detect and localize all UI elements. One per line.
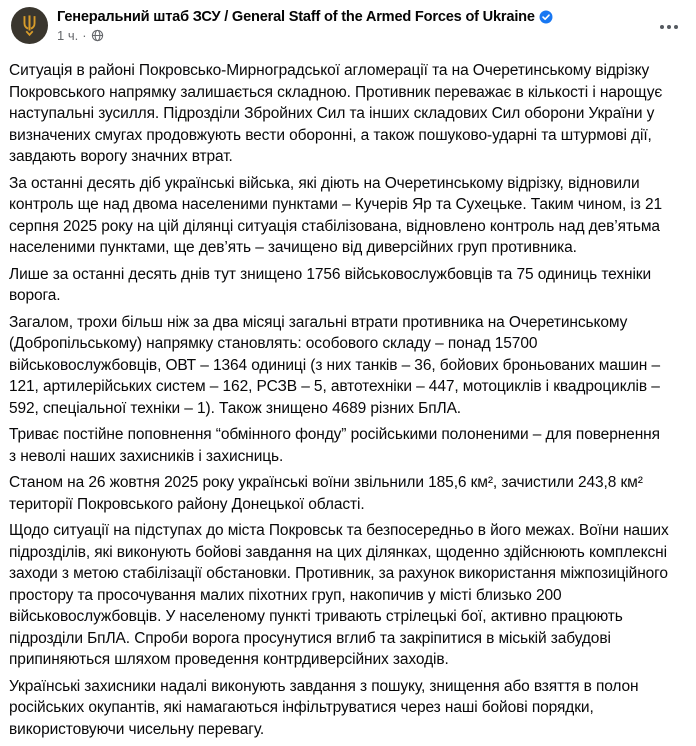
post-header [0, 0, 696, 44]
post-meta [57, 28, 656, 43]
trident-emblem-icon [18, 13, 41, 38]
avatar[interactable] [11, 7, 48, 44]
header-text [57, 7, 656, 44]
post-body [0, 44, 696, 746]
page-title-link[interactable]: Генеральний штаб ЗСУ / General Staff of the Armed Forces of Ukraine [57, 8, 535, 25]
ellipsis-icon [660, 25, 678, 29]
post-paragraph: Станом на 26 жовтня 2025 року українські воїни звільнили 185,6 км², зачистили 243,8 км² території Покровського району Донецької області. [9, 474, 643, 513]
post-timestamp[interactable]: 1 ч. [57, 27, 79, 43]
verified-badge-icon [539, 10, 553, 24]
post-paragraph: За останні десять діб українські війська, які діють на Очеретинському відрізку, відновили контроль ще над двома населеними пунктами – Кучерів Яр та Сухецьке. Таким чином, із 21 серпня 2025 року на цій ділянці ситуація стабілізована, відновлено контроль над дев’ятьма населеними пунктами, ще дев’ять – зачищено від диверсійних груп противника. [9, 174, 663, 256]
post-paragraph: Українські захисники надалі виконують завдання з пошуку, знищення або взяття в полон російських окупантів, які намагаються інфільтруватися через наші бойові порядки, використовуючи чисельну перевагу. [9, 677, 639, 738]
post-paragraph: Ситуація в районі Покровсько-Мирноградської агломерації та на Очеретинському відрізку Покровського напрямку залишається складною. Противник переважає в кількості і нарощує наступальні зусилля. Підрозділи Збройних Сил та інших складових Сил оборони України у визначених смугах продовжують вести оборонні, а також пошуково-ударні та штурмові дії, завдають ворогу значних втрат. [9, 62, 663, 165]
post-paragraph: Загалом, трохи більш ніж за два місяці загальні втрати противника на Очеретинському (Добропільському) напрямку становлять: особового складу – понад 15700 військовослужбовців, ОВТ – 1364 одиниці (з них танків – 36, бойових броньованих машин – 121, артилерійських систем – 162, РСЗВ – 5, автотехніки – 447, мотоциклів і квадроциклів – 592, спеціальної техніки – 1). Також знищено 4689 різних БпЛА. [9, 313, 660, 417]
post-paragraph: Щодо ситуації на підступах до міста Покровськ та безпосередньо в його межах. Воїни наших підрозділів, які виконують бойові завдання на цих ділянках, щоденно здійснюють комплексні заходи з метою стабілізації обстановки. Противник, за рахунок використання міжпозиційного простору та просочування малих піхотних груп, накопичив у місті близько 200 військовослужбовців. У населеному пункті тривають стрілецькі бої, активно працюють підрозділи БпЛА. Спроби ворога просунутися вглиб та закріпитися в міській забудові припиняються шляхом проведення контрдиверсійних заходів. [9, 522, 669, 668]
globe-privacy-icon [91, 29, 104, 42]
post-paragraph: Триває постійне поповнення “обмінного фонду” російськими полоненими – для повернення з неволі наших захисників і захисниць. [9, 426, 660, 465]
more-options-button[interactable] [656, 19, 682, 35]
post-paragraph: Лише за останні десять днів тут знищено 1756 військовослужбовців та 75 одиниць техніки ворога. [9, 265, 652, 304]
title-row [57, 9, 656, 25]
meta-separator: · [82, 27, 87, 43]
